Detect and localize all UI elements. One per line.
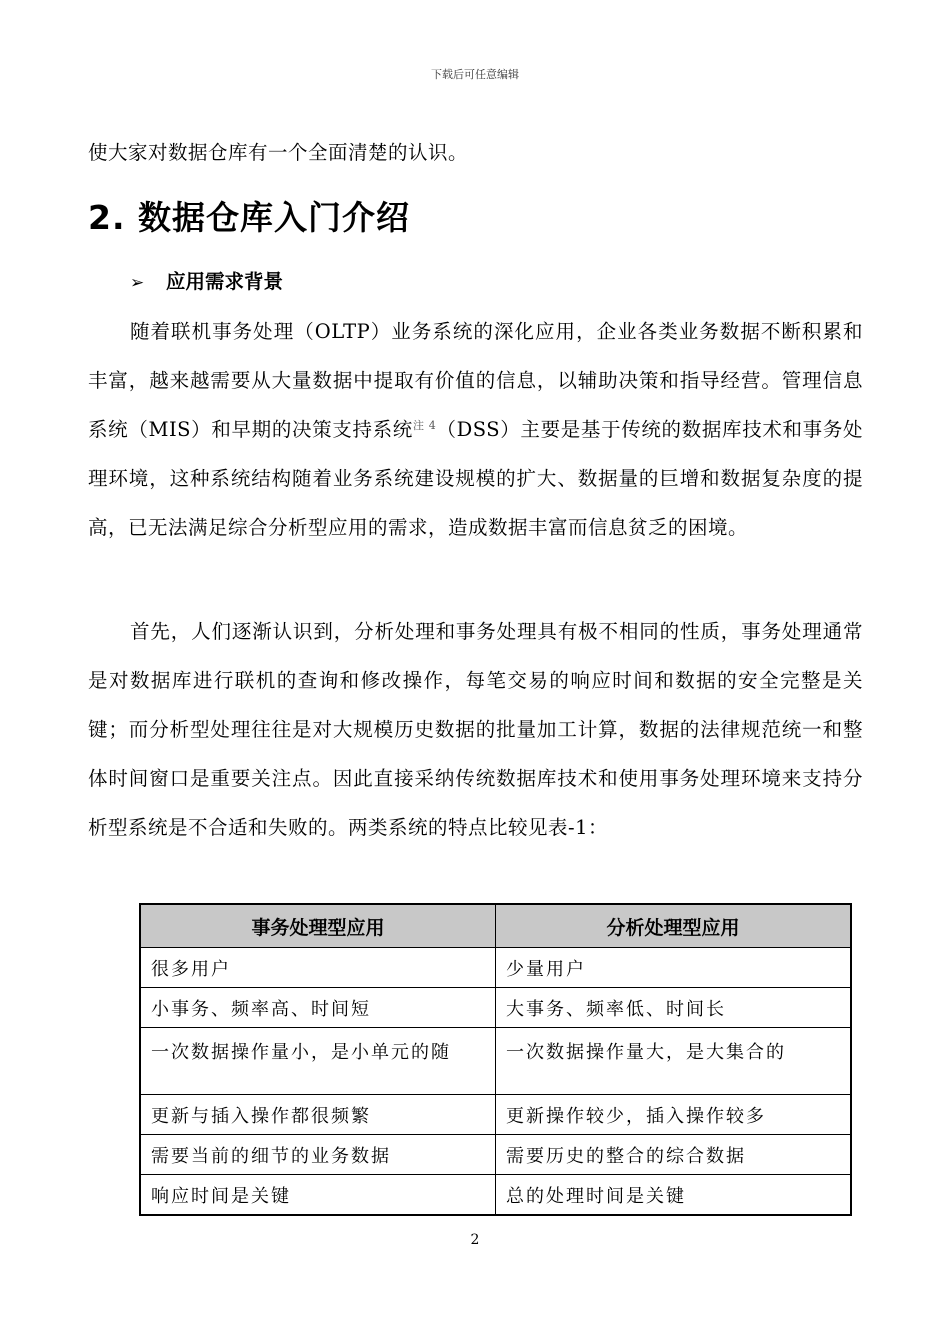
subsection-title: 应用需求背景 [166,270,284,293]
arrow-bullet-icon: ➢ [130,273,145,293]
table-cell: 小事务、频率高、时间短 [140,988,496,1028]
table-row [140,948,851,988]
section-heading: 2. 数据仓库入门介绍 [88,198,410,237]
intro-paragraph: 使大家对数据仓库有一个全面清楚的认识。 [88,141,469,164]
table-cell: 更新操作较少，插入操作较多 [496,1095,852,1135]
column-header-oltp: 事务处理型应用 [140,904,496,948]
table-cell: 很多用户 [140,948,496,988]
comparison-table [139,903,852,1216]
page-number: 2 [470,1232,480,1248]
table-cell: 少量用户 [496,948,852,988]
table-cell: 响应时间是关键 [140,1175,496,1216]
table-header-row [140,904,851,948]
footnote-marker: 注 4 [412,419,437,432]
table-cell: 更新与插入操作都很频繁 [140,1095,496,1135]
table-cell: 大事务、频率低、时间长 [496,988,852,1028]
table-row [140,988,851,1028]
comparison-paragraph: 首先，人们逐渐认识到，分析处理和事务处理具有极不相同的性质，事务处理通常是对数据库进行联机的查询和修改操作，每笔交易的响应时间和数据的安全完整是关键；而分析型处理往往是对大规模历史数据的批量加工计算，数据的法律规范统一和整体时间窗口是重要关注点。因此直接采纳传统数据库技术和使用事务处理环境来支持分析型系统是不合适和失败的。两类系统的特点比较见表-1： [88,620,863,839]
table-cell: 一次数据操作量大，是大集合的 [496,1028,852,1095]
table-cell: 需要历史的整合的综合数据 [496,1135,852,1175]
paragraph1-text-b: （DSS）主要是基于传统的数据库技术和事务处理环境，这种系统结构随着业务系统建设规模的扩大、数据量的巨增和数据复杂度的提高，已无法满足综合分析型应用的需求，造成数据丰富而信息贫乏的困境。 [88,418,864,539]
table-cell: 总的处理时间是关键 [496,1175,852,1216]
table-row [140,1028,851,1095]
table-row [140,1175,851,1216]
table-cell: 需要当前的细节的业务数据 [140,1135,496,1175]
table-row [140,1135,851,1175]
column-header-olap: 分析处理型应用 [496,904,852,948]
background-paragraph [88,307,863,552]
paragraph1-text-a: 随着联机事务处理（OLTP）业务系统的深化应用，企业各类业务数据不断积累和丰富，越来越需要从大量数据中提取有价值的信息，以辅助决策和指导经营。管理信息系统（MIS）和早期的决策支持系统 [88,320,863,441]
table-cell: 一次数据操作量小，是小单元的随 [140,1028,496,1095]
table-row [140,1095,851,1135]
subsection-heading [130,266,283,294]
page-header: 下载后可任意编辑 [431,68,519,81]
